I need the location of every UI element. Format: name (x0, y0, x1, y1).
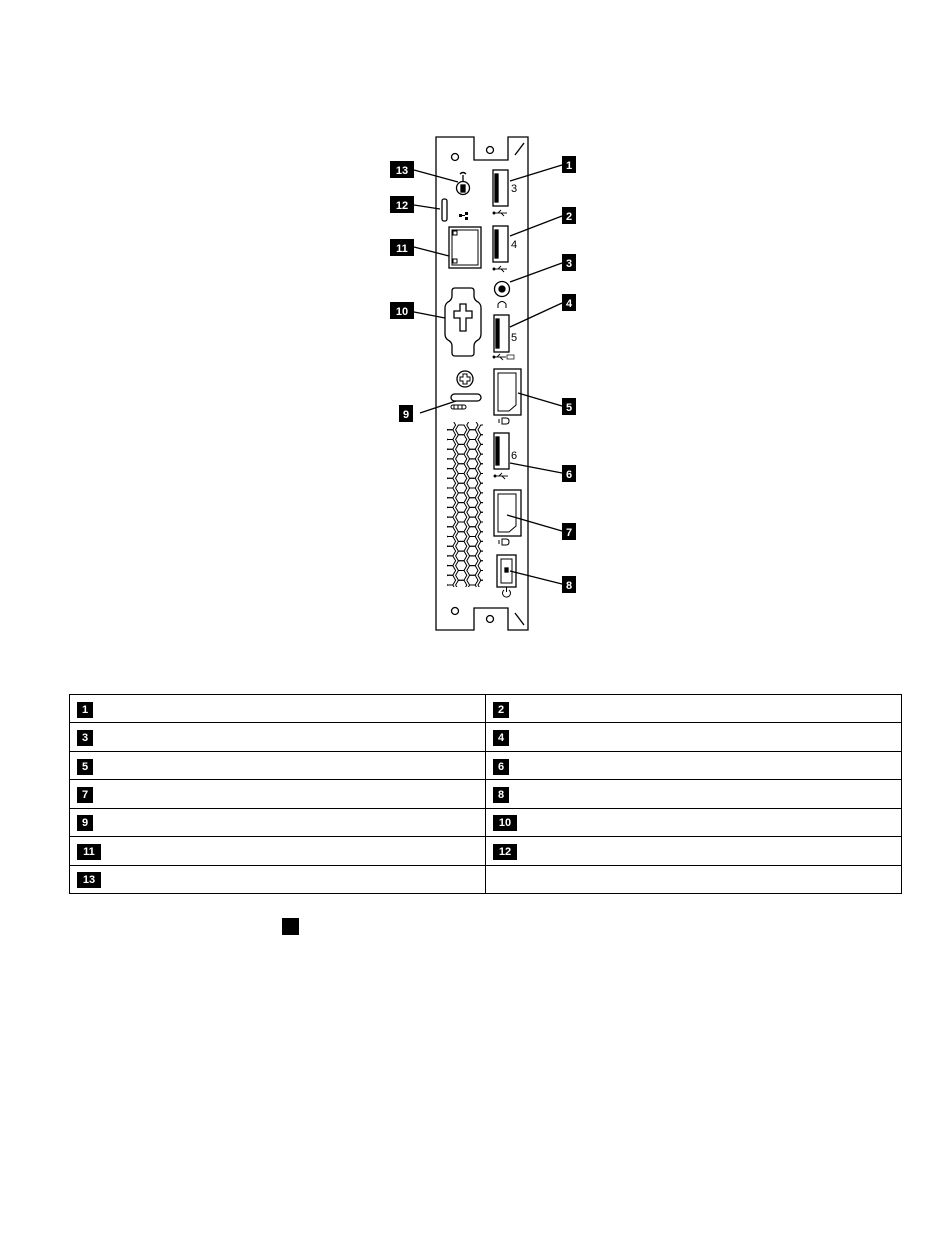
optional-connector-cover-screw (454, 304, 472, 331)
vent-hole (456, 571, 467, 581)
note-badge (282, 918, 299, 935)
vent-hole (444, 517, 455, 527)
headphone-icon (498, 302, 506, 309)
displayport-connector-2-inner (498, 494, 516, 532)
callout-5 (562, 398, 576, 415)
vent-hole (444, 575, 455, 585)
vent-hole (478, 493, 489, 503)
vent-hole (467, 575, 478, 585)
vent-hole (467, 585, 478, 595)
callout-2 (562, 207, 576, 224)
vent-hole (456, 580, 467, 590)
callout-8 (562, 576, 576, 593)
vent-hole (444, 498, 455, 508)
vent-hole (444, 546, 455, 556)
vent-hole (478, 590, 489, 600)
usb-connector-4-tongue (495, 230, 498, 258)
vent-hole (478, 571, 489, 581)
callout-9 (399, 405, 413, 422)
cable-lock-slot (442, 199, 447, 221)
legend-callout-badge: 11 (77, 844, 101, 860)
callout-7 (562, 523, 576, 540)
usb-connector-5-number: 5 (511, 332, 518, 344)
wifi-antenna-connector (457, 182, 470, 195)
vent-hole (467, 488, 478, 498)
vent-hole (456, 522, 467, 532)
screw-hole-bottom-left (452, 608, 459, 615)
usb-connector-6-number: 6 (511, 450, 518, 462)
usb-icon-3 (493, 210, 507, 216)
svg-text:2: 2 (565, 211, 573, 223)
vent-hole (467, 556, 478, 566)
network-icon (459, 212, 468, 220)
legend-row (70, 723, 902, 751)
vent-hole (456, 483, 467, 493)
svg-text:1: 1 (565, 160, 573, 172)
legend-cell-left (70, 780, 486, 808)
leader-lines (409, 165, 562, 584)
vent-hole (456, 444, 467, 454)
vent-hole (444, 478, 455, 488)
legend-callout-badge: 9 (77, 815, 93, 831)
vent-hole (456, 493, 467, 503)
vent-hole (467, 566, 478, 576)
vent-hole (456, 474, 467, 484)
vent-hole (478, 454, 489, 464)
usb-icon-5 (493, 354, 514, 360)
legend-cell-left (70, 695, 486, 723)
vent-hole (467, 537, 478, 547)
svg-text:7: 7 (565, 527, 573, 539)
legend-callout-badge: 10 (493, 815, 517, 831)
legend-cell-left (70, 751, 486, 779)
legend-row (70, 780, 902, 808)
legend-cell-right (486, 808, 902, 836)
vent-hole (478, 522, 489, 532)
callout-4 (562, 294, 576, 311)
legend-row (70, 837, 902, 865)
vent-hole (456, 512, 467, 522)
vent-hole (478, 532, 489, 542)
vent-hole (467, 449, 478, 459)
vent-hole (444, 537, 455, 547)
usb-connector-3-tongue (495, 174, 498, 202)
wifi-antenna-icon (460, 173, 466, 182)
legend-row (70, 865, 902, 893)
legend-callout-badge: 7 (77, 787, 93, 803)
displayport-icon-1 (499, 418, 509, 424)
legend-callout-badge: 4 (493, 730, 509, 746)
vent-hole (478, 503, 489, 513)
legend-callout-badge: 12 (493, 844, 517, 860)
vent-hole (444, 440, 455, 450)
callout-11 (390, 239, 414, 256)
optional-connector (445, 288, 481, 356)
vent-hole (478, 444, 489, 454)
svg-text:6: 6 (565, 469, 573, 481)
svg-text:8: 8 (565, 580, 573, 592)
legend-cell-right (486, 837, 902, 865)
vent-hole (444, 430, 455, 440)
displayport-icon-2 (499, 539, 509, 545)
vent-hole (456, 590, 467, 600)
legend-callout-badge: 1 (77, 702, 93, 718)
vent-hole (467, 498, 478, 508)
vent-hole (467, 527, 478, 537)
callout-6 (562, 465, 576, 482)
vent-hole (444, 449, 455, 459)
legend-cell-left (70, 865, 486, 893)
usb-icon-4 (493, 266, 507, 272)
vent-hole (467, 440, 478, 450)
power-icon (503, 587, 511, 597)
security-lock-icon (451, 405, 466, 409)
vent-hole (478, 474, 489, 484)
usb-connector-6-tongue (496, 437, 499, 465)
svg-text:3: 3 (565, 258, 573, 270)
vent-hole (444, 585, 455, 595)
vent-hole (444, 507, 455, 517)
vent-hole (456, 435, 467, 445)
svg-text:4: 4 (565, 298, 573, 310)
legend-callout-badge: 13 (77, 872, 101, 888)
vent-hole (467, 430, 478, 440)
vent-hole (478, 580, 489, 590)
callout-12 (390, 196, 414, 213)
legend-row (70, 751, 902, 779)
security-lock-screw (457, 371, 473, 387)
vent-hole (444, 527, 455, 537)
usb-connector-3-number: 3 (511, 183, 518, 195)
vent-hole (467, 507, 478, 517)
vent-hole (444, 420, 455, 430)
vent-hole (478, 435, 489, 445)
vent-hole (444, 566, 455, 576)
svg-text:13: 13 (395, 165, 409, 177)
vent-hole (467, 478, 478, 488)
svg-text:9: 9 (402, 409, 410, 421)
vent-hole (478, 541, 489, 551)
callout-3 (562, 254, 576, 271)
vent-hole (444, 488, 455, 498)
power-connector-pin (505, 568, 508, 572)
displayport-connector-1-inner (498, 373, 516, 411)
vent-hole (467, 420, 478, 430)
svg-text:10: 10 (395, 306, 409, 318)
ethernet-connector (449, 227, 481, 268)
legend-cell-right (486, 780, 902, 808)
vent-hole (444, 556, 455, 566)
vent-hole (456, 532, 467, 542)
legend-cell-right (486, 695, 902, 723)
callout-13 (390, 161, 414, 178)
callout-10 (390, 302, 414, 319)
vent-hole (456, 503, 467, 513)
vent-hole (467, 546, 478, 556)
vent-hole (478, 561, 489, 571)
legend-cell-left (70, 837, 486, 865)
legend-row (70, 695, 902, 723)
usb-connector-4-number: 4 (511, 239, 518, 251)
ethernet-inner (452, 230, 478, 265)
screw-hole-bottom-right (487, 616, 494, 623)
vent-hole (456, 551, 467, 561)
headphone-connector-inner (499, 286, 505, 292)
legend-callout-badge: 5 (77, 759, 93, 775)
legend-callout-badge: 8 (493, 787, 509, 803)
legend-cell-left (70, 723, 486, 751)
legend-callout-badge: 2 (493, 702, 509, 718)
legend-callout-badge: 3 (77, 730, 93, 746)
legend-callout-badge: 6 (493, 759, 509, 775)
legend-cell-right (486, 865, 902, 893)
vent-hole (444, 459, 455, 469)
security-lock-slot (451, 394, 481, 401)
legend-row (70, 808, 902, 836)
svg-text:12: 12 (395, 200, 409, 212)
svg-text:11: 11 (396, 243, 408, 255)
screw-hole-top-left (452, 154, 459, 161)
vent-hole (478, 551, 489, 561)
vent-hole (456, 425, 467, 435)
legend-cell-right (486, 751, 902, 779)
legend-cell-right (486, 723, 902, 751)
ventilation-grille (444, 420, 489, 599)
vent-hole (456, 541, 467, 551)
legend-table (69, 694, 902, 894)
vent-hole (456, 464, 467, 474)
vent-hole (478, 512, 489, 522)
legend-cell-left (70, 808, 486, 836)
vent-hole (467, 459, 478, 469)
usb-icon-6 (494, 473, 508, 479)
vent-hole (467, 469, 478, 479)
vent-hole (456, 561, 467, 571)
vent-hole (456, 454, 467, 464)
vent-hole (478, 425, 489, 435)
screw-hole-top-right (487, 147, 494, 154)
usb-connector-5-tongue (496, 319, 499, 348)
callout-1 (562, 156, 576, 173)
vent-hole (478, 464, 489, 474)
vent-hole (478, 483, 489, 493)
svg-text:5: 5 (565, 402, 573, 414)
vent-hole (444, 469, 455, 479)
vent-hole (467, 517, 478, 527)
